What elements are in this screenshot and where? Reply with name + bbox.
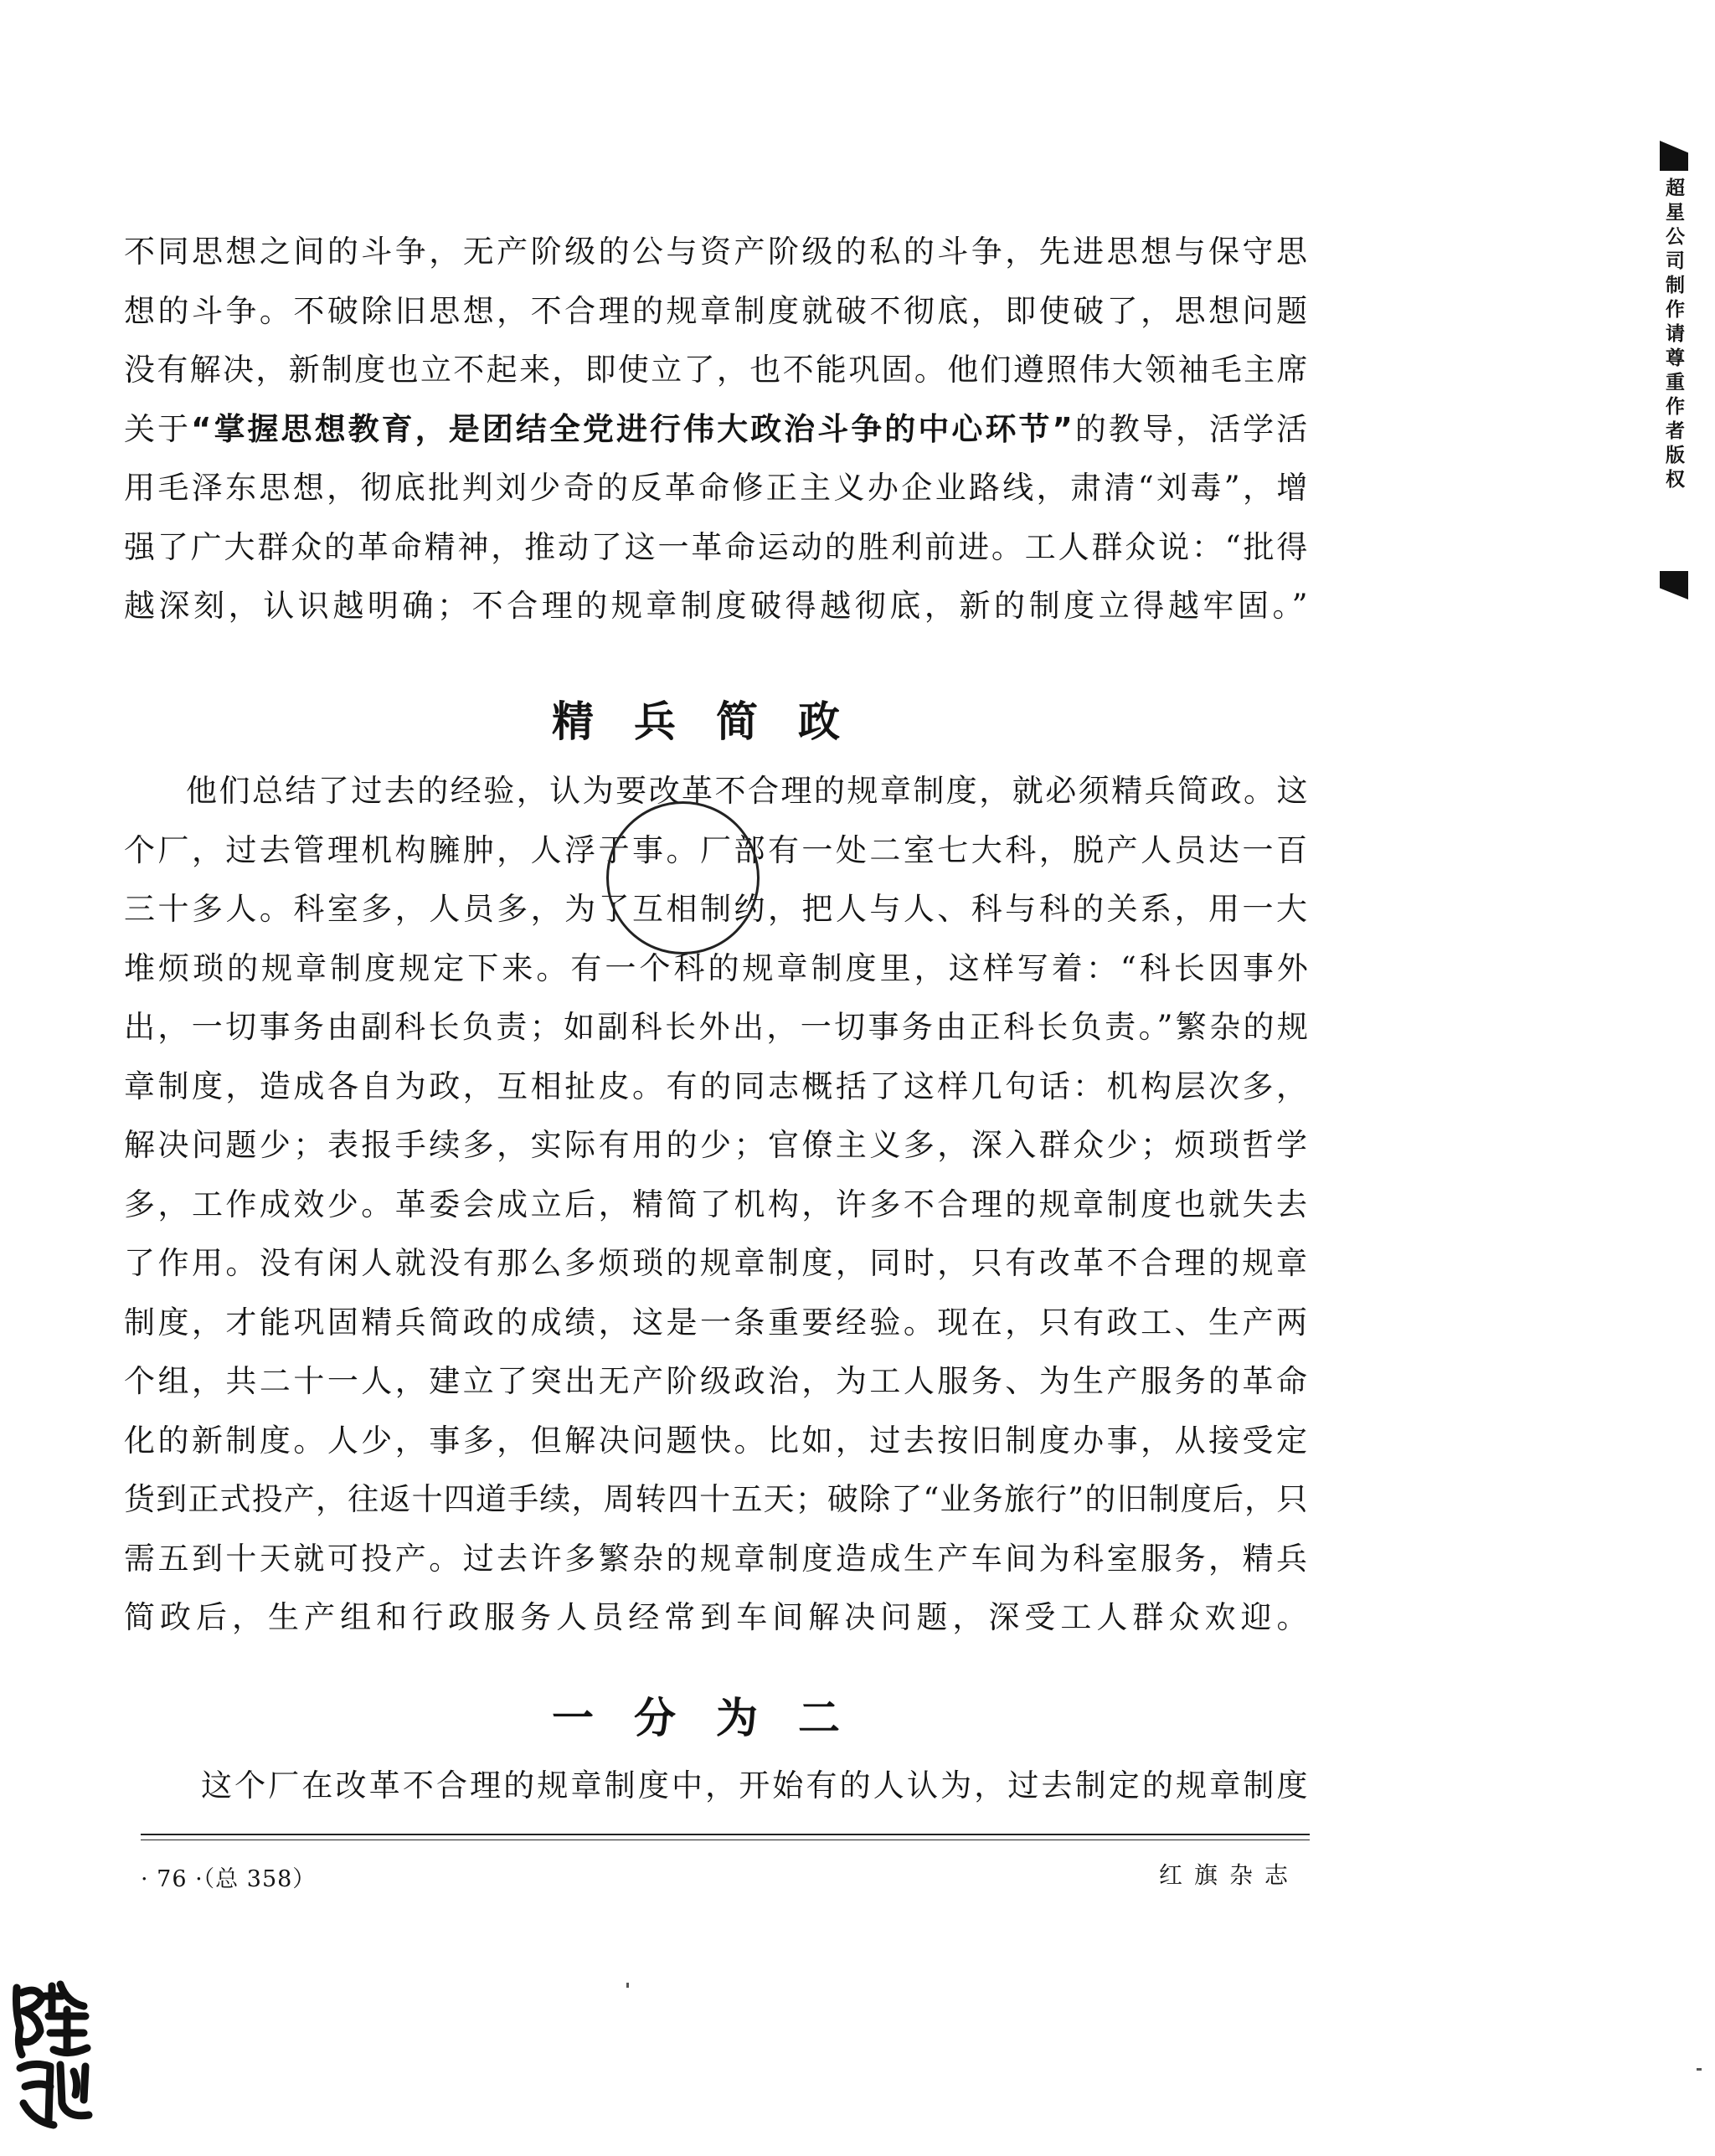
paragraph-line: 三十多人。科室多，人员多，为了互相制约，把人与人、科与科的关系，用一大 [124, 891, 1311, 927]
circle-annotation [606, 801, 760, 955]
side-bar-top [1660, 141, 1688, 171]
paragraph-1 [124, 223, 1311, 636]
quote-suffix: 的教导，活学活 [1074, 410, 1311, 447]
paragraph-line: 章制度，造成各自为政，互相扯皮。有的同志概括了这样几句话：机构层次多， [124, 1068, 1311, 1104]
paragraph-line: 解决问题少；表报手续多，实际有用的少；官僚主义多，深入群众少；烦琐哲学 [124, 1127, 1311, 1163]
paragraph-line: 他们总结了过去的经验，认为要改革不合理的规章制度，就必须精兵简政。这 [186, 773, 1310, 809]
paragraph-line: 越深刻，认识越明确；不合理的规章制度破得越彻底，新的制度立得越牢固。” [124, 588, 1308, 624]
paragraph-line: 了作用。没有闲人就没有那么多烦琐的规章制度，同时，只有改革不合理的规章 [124, 1245, 1311, 1281]
paragraph-line: 不同思想之间的斗争，无产阶级的公与资产阶级的私的斗争，先进思想与保守思 [124, 234, 1311, 270]
paragraph-line: 个组，共二十一人，建立了突出无产阶级政治，为工人服务、为生产服务的革命 [124, 1363, 1311, 1399]
paragraph-line: 堆烦琐的规章制度规定下来。有一个科的规章制度里，这样写着：“科长因事外 [124, 949, 1311, 986]
paragraph-line-quote [124, 400, 1311, 460]
side-bar-bottom [1660, 571, 1688, 599]
paragraph-line: 强了广大群众的革命精神，推动了这一革命运动的胜利前进。工人群众说：“批得 [124, 528, 1311, 565]
paragraph-line: 这个厂在改革不合理的规章制度中，开始有的人认为，过去制定的规章制度 [201, 1768, 1308, 1804]
paragraph-line: 化的新制度。人少，事多，但解决问题快。比如，过去按旧制度办事，从接受定 [124, 1422, 1311, 1459]
section-heading-yifen-weier: 一分为二 [552, 1694, 880, 1742]
quote-prefix: 关于 [124, 410, 192, 447]
journal-name: 红旗杂志 [1159, 1861, 1300, 1889]
paragraph-3 [124, 1757, 1308, 1816]
paragraph-line: 想的斗争。不破除旧思想，不合理的规章制度就破不彻底，即使破了，思想问题 [124, 292, 1311, 329]
paragraph-line: 货到正式投产，往返十四道手续，周转四十五天；破除了“业务旅行”的旧制度后，只 [124, 1481, 1309, 1517]
scan-speck [626, 1983, 629, 1988]
footer-rule-top [141, 1834, 1310, 1835]
paragraph-line: 制度，才能巩固精兵简政的成绩，这是一条重要经验。现在，只有政工、生产两 [124, 1304, 1311, 1340]
paragraph-1-text [124, 223, 1311, 636]
mao-quote: “掌握思想教育，是团结全党进行伟大政治斗争的中心环节” [191, 410, 1075, 447]
paragraph-line: 个厂，过去管理机构臃肿，人浮于事。厂部有一处二室七大科，脱产人员达一百 [124, 831, 1311, 868]
paragraph-line: 没有解决，新制度也立不起来，即使立了，也不能巩固。他们遵照伟大领袖毛主席 [124, 352, 1310, 388]
scan-speck [1697, 2068, 1702, 2071]
paragraph-line: 出，一切事务由副科长负责；如副科长外出，一切事务由正科长负责。”繁杂的规 [124, 1009, 1311, 1045]
page-number: · 76 ·（总 358） [141, 1866, 317, 1892]
copyright-notice: 超星公司制作请尊重作者版权 [1662, 178, 1684, 493]
paragraph-3-text [124, 1757, 1308, 1816]
paragraph-line: 简政后，生产组和行政服务人员经常到车间解决问题，深受工人群众欢迎。 [124, 1599, 1308, 1635]
paragraph-line: 多，工作成效少。革委会成立后，精简了机构，许多不合理的规章制度也就失去 [124, 1186, 1311, 1222]
seal-stamp-icon [8, 1978, 102, 2130]
paragraph-line: 需五到十天就可投产。过去许多繁杂的规章制度造成生产车间为科室服务，精兵 [124, 1540, 1311, 1577]
section-heading-jingbing-jianzheng: 精兵简政 [552, 697, 880, 746]
paragraph-line: 用毛泽东思想，彻底批判刘少奇的反革命修正主义办企业路线，肃清“刘毒”，增 [124, 470, 1311, 506]
